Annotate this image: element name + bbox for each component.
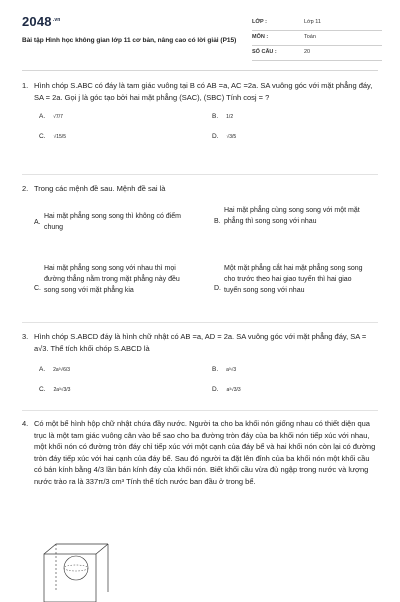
question-1 <box>22 80 378 151</box>
question-2 <box>22 183 378 315</box>
page-title: Bài tập Hình học không gian lớp 11 cơ bản, nâng cao có lời giải (P15) <box>22 37 237 44</box>
meta-key: SỐ CÂU : <box>252 49 277 55</box>
logo-text: 2048 <box>22 14 52 29</box>
question-separator <box>22 174 378 175</box>
question-stem: Trong các mệnh đề sau. Mệnh đề sai là <box>34 184 166 193</box>
option-b[interactable] <box>212 364 236 377</box>
question-separator <box>22 322 378 323</box>
header-divider <box>22 70 378 71</box>
option-label: D. <box>212 386 219 393</box>
question-separator <box>22 410 378 411</box>
meta-row-subject <box>252 31 382 46</box>
question-3 <box>22 331 378 404</box>
option-label: B. <box>214 217 221 225</box>
options <box>34 111 378 151</box>
question-stem: Có một bể hình hộp chữ nhật chứa đầy nước. Người ta cho ba khối nón giống nhau có thiết diện qua trục là một tam giác vuông cân vào bể sao cho ba đường tròn đáy của ba khối nón tiếp xúc với nhau, một khối nón có đường tròn đáy chỉ tiếp xúc với một cạnh của đáy bể và hai khối nón còn lại có đường tròn đáy tiếp xúc với hai cạnh của đáy bể. Sau đó người ta đặt lên đỉnh của ba khối nón một khối cầu có bán kính bằng 4/3 lần bán kính đáy của khối nón. Biết khối cầu vừa đủ ngập trong nước và lượng nước trào ra là 337π/3 cm³ Tính thể tích nước ban đầu ở trong bể. <box>34 419 376 486</box>
question-number: 4. <box>22 419 29 428</box>
meta-value: 20 <box>304 49 311 55</box>
meta-value: Toán <box>304 34 316 40</box>
option-text: Hai mặt phẳng song song thì không có điểm chung <box>44 212 181 231</box>
meta-table <box>252 16 382 61</box>
option-label: D. <box>212 133 219 140</box>
option-text: √7/7 <box>53 114 63 120</box>
option-text: a³√3/3 <box>226 387 241 393</box>
option-b[interactable] <box>212 111 233 124</box>
option-text: √15/5 <box>53 134 66 140</box>
option-c[interactable] <box>34 263 209 313</box>
meta-row-count <box>252 46 382 61</box>
option-label: A. <box>39 113 46 120</box>
question-stem: Hình chóp S.ABC có đáy là tam giác vuông tại B có AB =a, AC =2a. SA vuông góc với mặt phẳng đáy, SA = 2a. Gọi j là góc tạo bởi hai mặt phẳng (SAC), (SBC) Tính cosj = ? <box>34 81 373 102</box>
tank-figure-icon <box>40 542 110 602</box>
option-label: C. <box>34 284 41 292</box>
option-d[interactable] <box>212 131 236 144</box>
meta-row-grade <box>252 16 382 31</box>
option-text: a³√3 <box>226 367 237 373</box>
option-label: B. <box>212 366 219 373</box>
option-label: D. <box>214 284 221 292</box>
option-b[interactable] <box>214 205 389 245</box>
logo-suffix: .vn <box>52 17 61 23</box>
options <box>34 205 378 315</box>
option-text: 1/2 <box>226 114 234 120</box>
option-label: A. <box>34 218 41 226</box>
option-label: C. <box>39 133 46 140</box>
meta-key: LỚP : <box>252 19 267 25</box>
option-d[interactable] <box>214 263 389 313</box>
option-a[interactable] <box>34 211 209 241</box>
option-c[interactable] <box>39 131 66 144</box>
option-c[interactable] <box>39 384 70 397</box>
question-number: 2. <box>22 184 29 193</box>
option-label: A. <box>39 366 46 373</box>
option-text: 2a³√3/3 <box>53 387 71 393</box>
question-stem: Hình chóp S.ABCD đáy là hình chữ nhật có AB =a, AD = 2a. SA vuông góc với mặt phẳng đáy, SA = a√3. Thể tích khối chóp S.ABCD là <box>34 332 367 353</box>
options <box>34 364 378 404</box>
meta-key: MÔN : <box>252 34 269 40</box>
option-a[interactable] <box>39 111 63 124</box>
question-4 <box>22 418 378 487</box>
question-number: 1. <box>22 81 29 90</box>
option-label: C. <box>39 386 46 393</box>
option-a[interactable] <box>39 364 70 377</box>
option-d[interactable] <box>212 384 241 397</box>
option-text: 2a³√6/3 <box>53 367 71 373</box>
option-text: Một mặt phẳng cắt hai mặt phẳng song song cho trước theo hai giao tuyến thì hai giao tuyến song song với nhau <box>224 264 363 294</box>
option-text: Hai mặt phẳng cùng song song với một mặt phẳng thì song song với nhau <box>224 206 360 225</box>
option-label: B. <box>212 113 219 120</box>
option-text: √3/5 <box>226 134 237 140</box>
question-number: 3. <box>22 332 29 341</box>
header <box>22 14 382 62</box>
option-text: Hai mặt phẳng song song với nhau thì mọi đường thẳng nằm trong mặt phẳng này đều song song với mặt phẳng kia <box>44 264 180 294</box>
meta-value: Lớp 11 <box>304 19 321 25</box>
site-logo[interactable] <box>22 14 61 29</box>
